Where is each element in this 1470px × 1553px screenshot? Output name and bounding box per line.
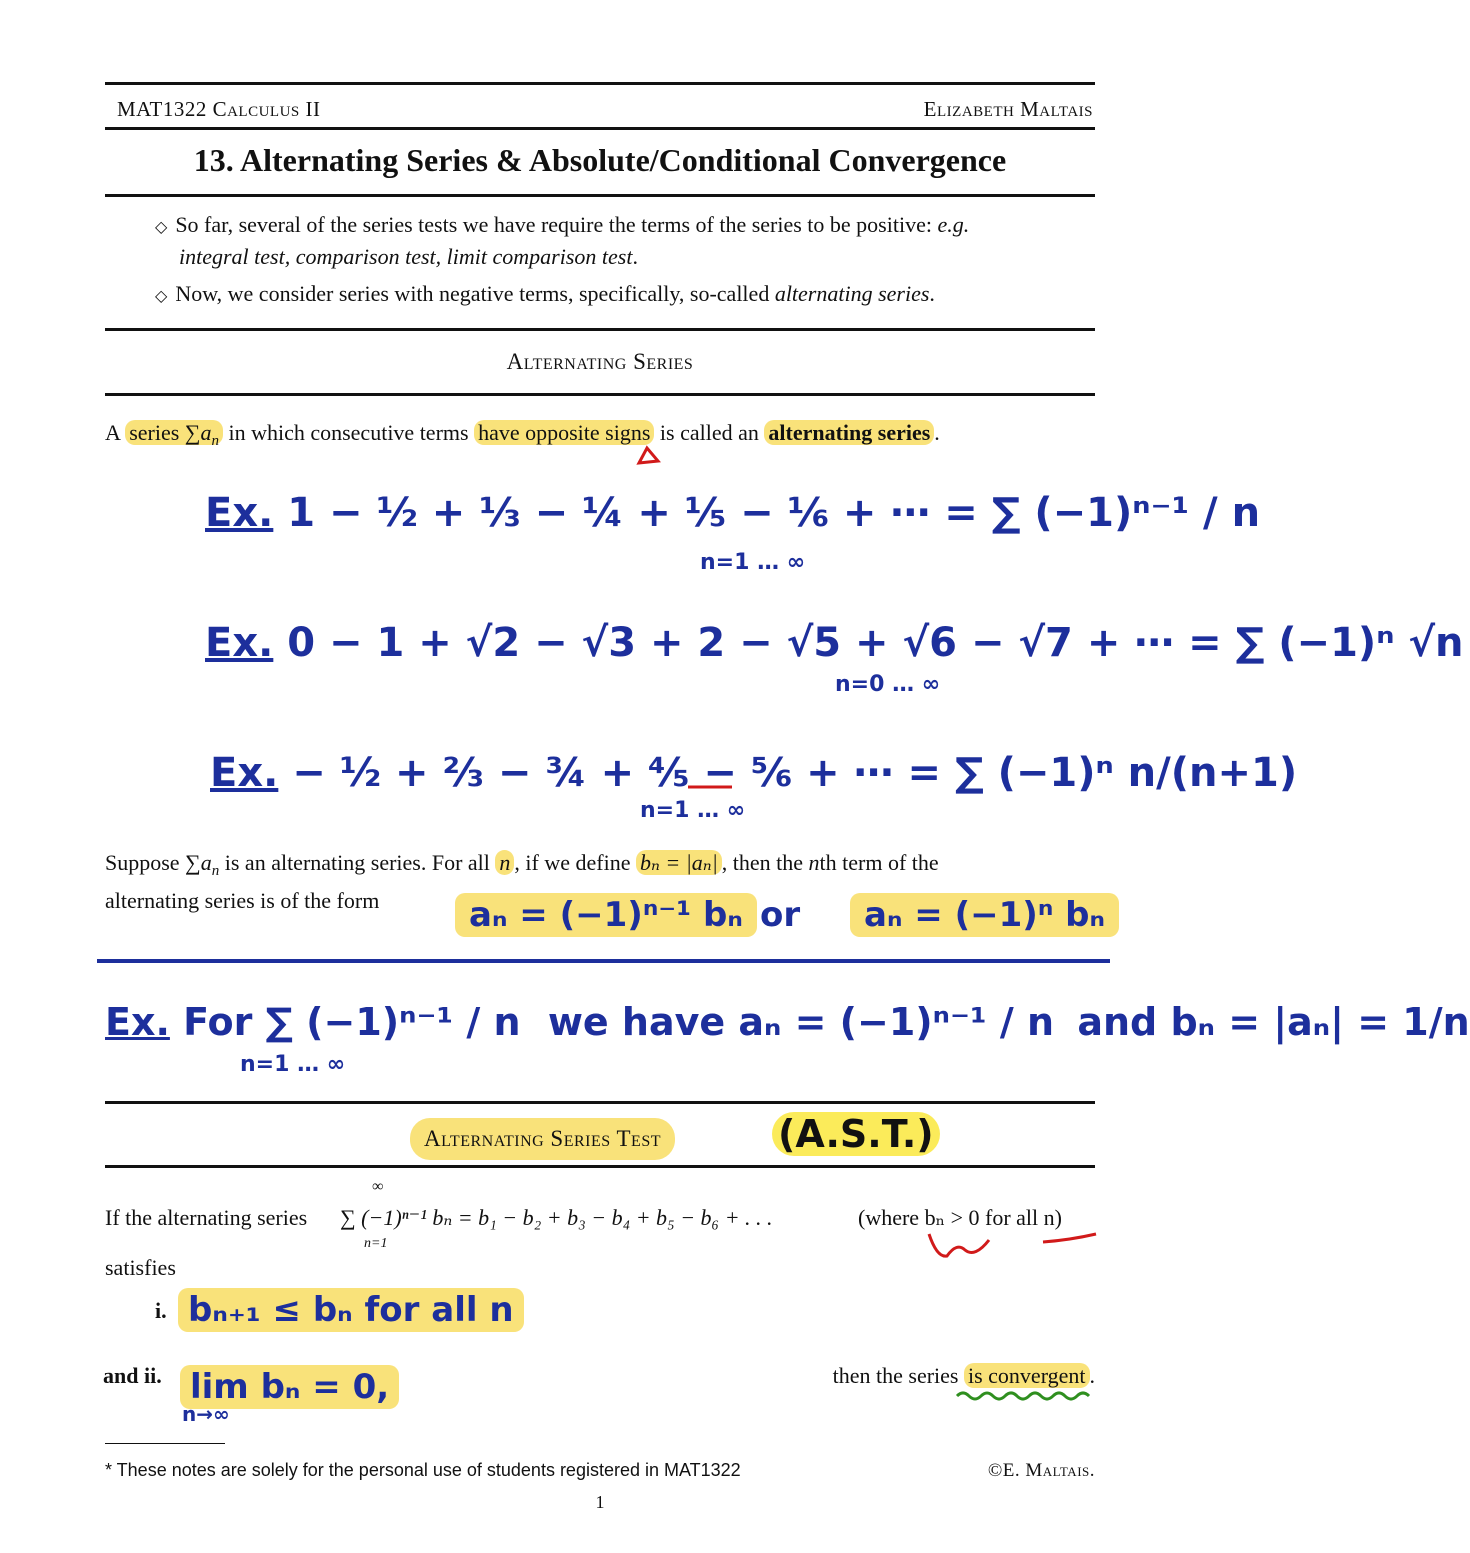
copyright-text: ©E. Maltais. [987, 1460, 1095, 1481]
or-word: or [760, 895, 801, 935]
header-bottom-rule [105, 127, 1095, 130]
condition-i: bₙ₊₁ ≤ bₙ for all n [178, 1288, 524, 1332]
section1-heading: Alternating Series [506, 349, 694, 374]
red-underline-mark [686, 782, 736, 792]
condition-ii: lim bₙ = 0, [180, 1365, 399, 1409]
ast-if-text: If the alternating series [105, 1205, 308, 1230]
course-title: MAT1322 Calculus II [117, 97, 321, 121]
suppose-paragraph: Suppose $\sum a_n$ is an alternating series. For all n , if we define bₙ = |aₙ| , then the nth term of the alternating series is of the form [105, 850, 939, 914]
header-top-rule [105, 82, 1095, 85]
example-2-limits: n=0 … ∞ [835, 672, 941, 697]
ast-abbreviation: (A.S.T.) [772, 1112, 940, 1156]
example-1-limits: n=1 … ∞ [700, 550, 806, 575]
example-3-limits: n=1 … ∞ [640, 798, 746, 823]
red-check-mark [925, 1228, 995, 1262]
page-number: 1 [595, 1492, 605, 1512]
intro-bullet-2: ◇ Now, we consider series with negative terms, specifically, so-called alternating series. [155, 281, 935, 306]
condition-ii-label: and ii. [103, 1363, 162, 1388]
form-1: aₙ = (−1)ⁿ⁻¹ bₙ [455, 893, 757, 937]
alternating-series-definition: A series $\sum a_n$ in which consecutive terms have opposite signs is called an alternating series . [105, 420, 940, 450]
author-name: Elizabeth Maltais [923, 97, 1093, 121]
ast-where-clause: (where bₙ > 0 for all n) [858, 1205, 1062, 1230]
page-title: 13. Alternating Series & Absolute/Conditional Convergence [193, 142, 1007, 178]
condition-ii-subscript: n→∞ [182, 1402, 230, 1426]
title-rule [105, 194, 1095, 197]
example-1: Ex. 1 − ½ + ⅓ − ¼ + ⅕ − ⅙ + ⋯ = ∑ (−1)ⁿ⁻¹ / n [205, 490, 1261, 536]
footnote-rule [105, 1443, 225, 1444]
ast-conclusion: then the series is convergent . [832, 1363, 1095, 1388]
satisfies-label: satisfies [105, 1255, 176, 1280]
example-4: Ex. For ∑ (−1)ⁿ⁻¹ / n we have aₙ = (−1)ⁿ⁻¹ / n and bₙ = |aₙ| = 1/n [105, 1000, 1470, 1044]
blue-divider [97, 959, 1110, 963]
section2-top-rule [105, 1101, 1095, 1104]
section1-top-rule [105, 328, 1095, 331]
footnote-text: * These notes are solely for the personal use of students registered in MAT1322 [105, 1460, 741, 1480]
section2-bottom-rule [105, 1165, 1095, 1168]
section2-heading: Alternating Series Test [410, 1118, 675, 1160]
green-squiggle-mark [955, 1389, 1095, 1403]
diamond-icon: ◇ [155, 219, 168, 236]
diamond-icon: ◇ [155, 288, 168, 305]
form-2: aₙ = (−1)ⁿ bₙ [850, 893, 1119, 937]
sum-upper-limit: ∞ [372, 1178, 384, 1195]
ast-series-expression: ∑ (−1)ⁿ⁻¹ bₙ = b₁ − b₂ + b₃ − b₄ + b₅ − b₆ + . . . [340, 1205, 773, 1230]
condition-i-label: i. [155, 1298, 167, 1323]
example-2: Ex. 0 − 1 + √2 − √3 + 2 − √5 + √6 − √7 + ⋯ = ∑ (−1)ⁿ √n [205, 620, 1464, 666]
red-underline-mark [1040, 1230, 1100, 1248]
sum-lower-limit: n=1 [364, 1236, 388, 1251]
section1-bottom-rule [105, 393, 1095, 396]
example-4-limits: n=1 … ∞ [240, 1052, 346, 1077]
red-caret-mark [636, 444, 662, 466]
example-3: Ex. − ½ + ⅔ − ¾ + ⅘ − ⅚ + ⋯ = ∑ (−1)ⁿ n/(n+1) [210, 750, 1298, 796]
intro-bullet-1: ◇ So far, several of the series tests we have require the terms of the series to be positive: e.g. integral test, comparison test, limit comparison test. [155, 212, 970, 269]
